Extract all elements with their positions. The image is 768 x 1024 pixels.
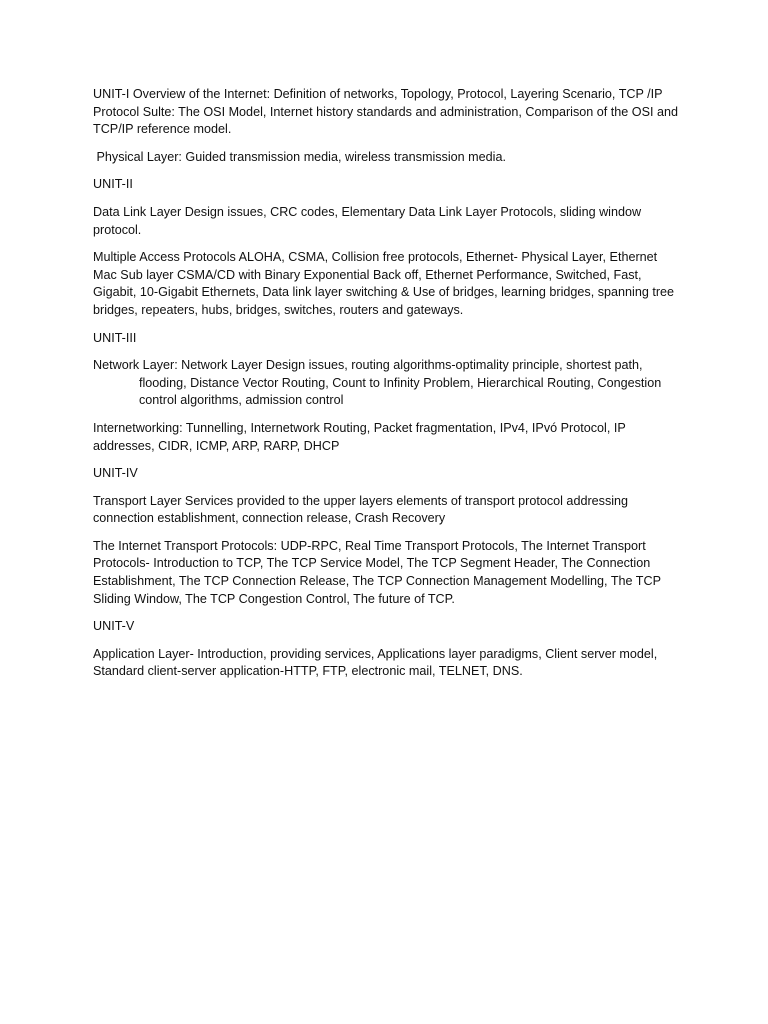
unit5-application-paragraph: Application Layer- Introduction, providing services, Applications layer paradigms, Client server model, Standard client-server application-HTTP, FTP, electronic mail, TELNET, DNS.: [93, 646, 658, 679]
unit3-heading: UNIT-III: [93, 330, 137, 345]
unit2-multiple-access-paragraph: Multiple Access Protocols ALOHA, CSMA, Collision free protocols, Ethernet- Physical Layer, Ethernet Mac Sub layer CSMA/CD with Binary Exponential Back off, Ethernet Performance, Switched, Fast, Gigabit, 10-Gigabit Ethernets, Data link layer switching & Use of bridges, learning bridges, spanning tree bridges, repeaters, hubs, bridges, switches, routers and gateways.: [93, 250, 675, 317]
document-page: [93, 86, 683, 691]
unit4-heading: UNIT-IV: [93, 466, 138, 481]
unit5-heading: UNIT-V: [93, 619, 135, 634]
unit3-network-layer-paragraph: Network Layer: Network Layer Design issues, routing algorithms-optimality principle, shortest path, flooding, Distance Vector Routing, Count to Infinity Problem, Hierarchical Routing, Congestion control algorithms, admission control: [93, 358, 662, 408]
unit2-datalink-paragraph: Data Link Layer Design issues, CRC codes, Elementary Data Link Layer Protocols, sliding window protocol.: [93, 204, 642, 237]
unit4-transport-paragraph: Transport Layer Services provided to the upper layers elements of transport protocol addressing connection establishment, connection release, Crash Recovery: [93, 493, 629, 526]
unit1-overview-paragraph: UNIT-I Overview of the Internet: Definition of networks, Topology, Protocol, Layering Scenario, TCP /IP Protocol Sulte: The OSI Model, Internet history standards and administration, Comparison of the OSI and TCP/IP reference model.: [93, 87, 678, 137]
unit1-physical-layer-paragraph: Physical Layer: Guided transmission media, wireless transmission media.: [93, 149, 506, 164]
unit3-internetworking-paragraph: Internetworking: Tunnelling, Internetwork Routing, Packet fragmentation, IPv4, IPvó Protocol, IP addresses, CIDR, ICMP, ARP, RARP, DHCP: [93, 420, 626, 453]
unit4-internet-transport-paragraph: The Internet Transport Protocols: UDP-RPC, Real Time Transport Protocols, The Internet Transport Protocols- Introduction to TCP, The TCP Service Model, The TCP Segment Header, The Connection Establishment, The TCP Connection Release, The TCP Connection Management Modelling, The TCP Sliding Window, The TCP Congestion Control, The future of TCP.: [93, 538, 661, 606]
unit2-heading: UNIT-II: [93, 177, 133, 192]
